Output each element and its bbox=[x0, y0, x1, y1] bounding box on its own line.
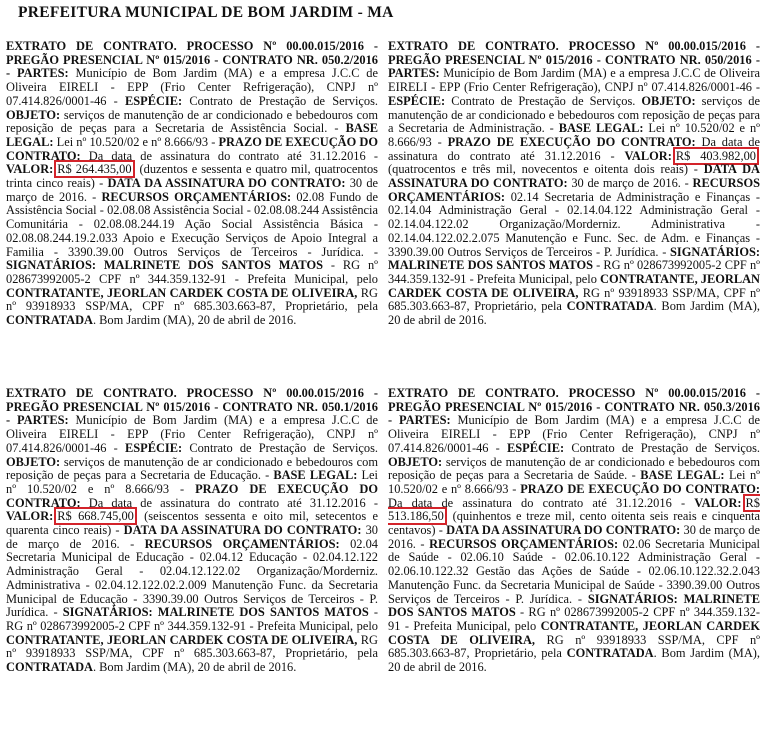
objeto-text: serviços de manutenção de ar condicionado e bebedouros com reposição de peças para a Secretaria de Assistência Social. - bbox=[6, 107, 378, 136]
data-assinatura-text: 30 de março de 2016. - bbox=[6, 523, 378, 551]
base-legal-text: Lei nº 10.520/02 e nº 8.666/93 - bbox=[388, 121, 760, 149]
contract-number: 050.3/2016 - bbox=[388, 399, 760, 428]
especie-text: Contrato de Prestação de Serviços. bbox=[182, 93, 379, 108]
valor-label: VALOR: bbox=[6, 162, 54, 177]
objeto-label: OBJETO: bbox=[6, 454, 61, 469]
heading-text: EXTRATO DE CONTRATO. PROCESSO Nº 00.00.015/2016 - PREGÃO PRESENCIAL Nº 015/2016 - CONTRATO NR. bbox=[388, 39, 760, 67]
especie-label: ESPÉCIE: bbox=[506, 440, 565, 455]
recursos-label: RECURSOS ORÇAMENTÁRIOS: bbox=[101, 189, 292, 204]
page-title: PREFEITURA MUNICIPAL DE BOM JARDIM - MA bbox=[18, 4, 394, 21]
base-legal-text: Lei nº 10.520/02 e nº 8.666/93 - bbox=[388, 468, 760, 496]
signatarios-text: - RG nº 028673992005-2 CPF nº 344.359.132-91 - Prefeita Municipal, pelo bbox=[6, 258, 378, 286]
closing-text: . Bom Jardim (MA), 20 de abril de 2016. bbox=[388, 299, 760, 328]
signatarios-text: - RG nº 028673992005-2 CPF nº 344.359.132-91 - Prefeita Municipal, pelo bbox=[6, 605, 378, 633]
valor-amount-highlighted: R$ 513.186,50 bbox=[388, 495, 760, 524]
contratante-label: CONTRATANTE, JEORLAN CARDEK COSTA DE OLIVEIRA, bbox=[388, 618, 760, 647]
contratante-label: CONTRATANTE, JEORLAN CARDEK COSTA DE OLIVEIRA, bbox=[6, 632, 358, 647]
especie-text: Contrato de Prestação de Serviços. bbox=[564, 440, 761, 455]
valor-words: (duzentos e sessenta e quatro mil, quatrocentos trinta cinco reais) - bbox=[6, 162, 378, 191]
base-legal-label: BASE LEGAL: bbox=[640, 468, 725, 483]
contratante-label: CONTRATANTE, JEORLAN CARDEK COSTA DE OLIVEIRA, bbox=[6, 285, 358, 300]
prazo-text: Da data de assinatura do contrato até 31.12.2016 - bbox=[80, 495, 378, 510]
data-assinatura-label: DATA DA ASSINATURA DO CONTRATO: bbox=[446, 523, 681, 538]
heading-text: EXTRATO DE CONTRATO. PROCESSO Nº 00.00.015/2016 - PREGÃO PRESENCIAL Nº 015/2016 - CONTRATO NR. bbox=[388, 386, 760, 414]
contract-extract-2 bbox=[388, 40, 760, 328]
objeto-text: serviços de manutenção de ar condicionado e bebedouros com reposição de peças para a Secretaria de Administração. - bbox=[388, 93, 760, 136]
signatarios-label: SIGNATÁRIOS: MALRINETE DOS SANTOS MATOS bbox=[6, 258, 323, 273]
objeto-label: OBJETO: bbox=[388, 454, 443, 469]
contract-number: 050.1/2016 - bbox=[6, 399, 378, 428]
data-assinatura-text: 30 de março de 2016. - bbox=[567, 176, 693, 191]
prazo-label: PRAZO DE EXECUÇÃO DO CONTRATO: bbox=[6, 481, 379, 510]
heading-text: EXTRATO DE CONTRATO. PROCESSO Nº 00.00.015/2016 - PREGÃO PRESENCIAL Nº 015/2016 - CONTRATO NR. bbox=[6, 39, 378, 67]
valor-amount-highlighted: R$ 264.435,00 bbox=[54, 160, 134, 178]
data-assinatura-label: DATA DA ASSINATURA DO CONTRATO: bbox=[123, 523, 362, 538]
closing-text: . Bom Jardim (MA), 20 de abril de 2016. bbox=[92, 313, 297, 328]
partes-text: Município de Bom Jardim (MA) e a empresa J.C.C de Oliveira EIRELI - EPP (Frio Center Refrigeração), CNPJ nº 07.414.826/0001-46 - bbox=[388, 66, 760, 95]
contratante-text: RG nº 93918933 SSP/MA, CPF nº 685.303.663-87, Proprietário, pela bbox=[388, 285, 760, 314]
prazo-label: PRAZO DE EXECUÇÃO DO CONTRATO: bbox=[447, 134, 696, 149]
objeto-label: OBJETO: bbox=[6, 107, 61, 122]
signatarios-label: SIGNATÁRIOS: MALRINETE DOS SANTOS MATOS bbox=[388, 591, 760, 620]
contratada-label: CONTRATADA bbox=[566, 299, 654, 314]
prazo-text: Da data de assinatura do contrato até 31.12.2016 - bbox=[80, 148, 378, 163]
recursos-label: RECURSOS ORÇAMENTÁRIOS: bbox=[388, 176, 760, 204]
signatarios-label: SIGNATÁRIOS: MALRINETE DOS SANTOS MATOS bbox=[388, 244, 760, 273]
partes-label: PARTES: bbox=[16, 66, 69, 81]
closing-text: . Bom Jardim (MA), 20 de abril de 2016. bbox=[388, 646, 760, 675]
contratada-label: CONTRATADA bbox=[6, 313, 93, 328]
partes-text: Município de Bom Jardim (MA) e a empresa J.C.C de Oliveira EIRELI - EPP (Frio Center Refrigeração), CNPJ nº 07.414.826/0001-46 - bbox=[6, 66, 378, 108]
data-assinatura-text: 30 de março de 2016. - bbox=[6, 176, 379, 204]
especie-label: ESPÉCIE: bbox=[124, 93, 183, 108]
recursos-text: 02.08 Fundo de Assistência Social - 02.08.08 Assistência Social - 02.08.08.244 Assistência Comunitária - 02.08.08.244.19 Ação Social Assistência Básica - 02.08.08.244.19.2.033 Apoio e Execução Serviços de Apoio Integral a Familia - 3390.39.00 Outros Serviços de Terceiros - Jurídica. - bbox=[6, 189, 378, 259]
recursos-text: 02.06 Secretaria Municipal de Saúde - 02.06.10 Saúde - 02.06.10.122 Administração Geral - 02.06.10.122.32 Gestão das Ações de Saúde - 02.06.10.122.32.2.043 Manutenção Func. da Secretaria Municipal de Saúde - 3390.39.00 Outros Serviços de Terceiros - P. Jurídica. - bbox=[388, 536, 760, 606]
base-legal-text: Lei nº 10.520/02 e nº 8.666/93 - bbox=[6, 468, 378, 496]
contract-extract-4 bbox=[388, 387, 760, 675]
recursos-text: 02.14 Secretaria de Administração e Finanças - 02.14.04 Administração Geral - 02.14.04.122 Administração Geral - 02.14.04.122.02 Organização/Morderniz. Administrativa - 02.14.04.122.02.2.075 Manutenção e Func. Sec. de Adm. e Finanças - 3390.39.00 Outros Serviços de Terceiros - P. Jurídica. - bbox=[388, 189, 760, 259]
signatarios-text: - RG nº 028673992005-2 CPF nº 344.359.132-91 - Prefeita Municipal, pelo bbox=[388, 605, 760, 633]
objeto-label: OBJETO: bbox=[641, 93, 696, 108]
base-legal-label: BASE LEGAL: bbox=[273, 468, 358, 483]
valor-words: (seiscentos sessenta e oito mil, setecentos e quarenta cinco reais) - bbox=[6, 509, 378, 538]
recursos-text: 02.04 Secretaria Municipal de Educação - 02.04.12 Educação - 02.04.12.122 Administração Geral - 02.04.12.122.02 Organização/Morderniz. Administrativa - 02.04.12.122.02.2.009 Manutenção Func. da Secretaria Municipal de Educação - 3390.39.00 Outros Serviços de Terceiros - P. Jurídica. - bbox=[6, 536, 378, 620]
valor-words: (quatrocentos e três mil, novecentos e oitenta dois reais) - bbox=[388, 162, 704, 177]
prazo-label: PRAZO DE EXECUÇÃO DO CONTRATO: bbox=[6, 134, 378, 163]
contract-extract-1 bbox=[6, 40, 378, 328]
heading-text: EXTRATO DE CONTRATO. PROCESSO Nº 00.00.015/2016 - PREGÃO PRESENCIAL Nº 015/2016 - CONTRATO NR. bbox=[6, 386, 378, 414]
contract-number: 050.2/2016 - bbox=[6, 52, 378, 81]
signatarios-text: - RG nº 028673992005-2 CPF nº 344.359.132-91 - Prefeita Municipal, pelo bbox=[388, 258, 760, 286]
objeto-text: serviços de manutenção de ar condicionado e bebedouros com reposição de peças para a Secretaria de Educação. - bbox=[6, 454, 378, 483]
contratante-text: RG nº 93918933 SSP/MA, CPF nº 685.303.663-87, Proprietário, pela bbox=[388, 632, 760, 661]
valor-words: (quinhentos e treze mil, cento oitenta seis reais e cinquenta centavos) - bbox=[388, 509, 760, 538]
recursos-label: RECURSOS ORÇAMENTÁRIOS: bbox=[144, 536, 340, 551]
especie-text: Contrato de Prestação de Serviços. bbox=[182, 440, 379, 455]
prazo-text: Da data de assinatura do contrato até 31.12.2016 - bbox=[388, 495, 695, 510]
partes-text: Município de Bom Jardim (MA) e a empresa J.C.C de Oliveira EIRELI - EPP (Frio Center Refrigeração), CNPJ nº 07.414.826/0001-46 - bbox=[388, 413, 760, 455]
partes-label: PARTES: bbox=[16, 413, 69, 428]
prazo-text: Da data de assinatura do contrato até 31.12.2016 - bbox=[388, 134, 760, 163]
base-legal-label: BASE LEGAL: bbox=[558, 121, 644, 136]
prazo-label: PRAZO DE EXECUÇÃO DO CONTRATO: bbox=[520, 481, 760, 496]
valor-label: VALOR: bbox=[694, 495, 742, 510]
especie-text: Contrato de Prestação de Serviços. bbox=[445, 93, 642, 108]
valor-amount-highlighted: R$ 668.745,00 bbox=[54, 507, 137, 525]
partes-text: Município de Bom Jardim (MA) e a empresa J.C.C de Oliveira EIRELI - EPP (Frio Center Refrigeração), CNPJ nº 07.414.826/0001-46 - bbox=[6, 413, 378, 455]
signatarios-label: SIGNATÁRIOS: MALRINETE DOS SANTOS MATOS bbox=[62, 605, 369, 620]
data-assinatura-text: 30 de março de 2016. - bbox=[388, 523, 761, 551]
data-assinatura-label: DATA DA ASSINATURA DO CONTRATO: bbox=[107, 176, 346, 191]
data-assinatura-label: DATA DA ASSINATURA DO CONTRATO: bbox=[388, 162, 760, 191]
valor-label: VALOR: bbox=[624, 148, 672, 163]
contratada-label: CONTRATADA bbox=[6, 660, 93, 675]
contratada-label: CONTRATADA bbox=[566, 646, 654, 661]
base-legal-label: BASE LEGAL: bbox=[6, 121, 378, 149]
recursos-label: RECURSOS ORÇAMENTÁRIOS: bbox=[429, 536, 619, 551]
contract-number: 050/2016 - bbox=[704, 52, 760, 67]
especie-label: ESPÉCIE: bbox=[388, 93, 446, 108]
closing-text: . Bom Jardim (MA), 20 de abril de 2016. bbox=[92, 660, 297, 675]
contratante-text: RG nº 93918933 SSP/MA, CPF nº 685.303.663-87, Proprietário, pela bbox=[6, 632, 378, 661]
partes-label: PARTES: bbox=[398, 413, 451, 428]
valor-label: VALOR: bbox=[6, 509, 54, 524]
base-legal-text: Lei nº 10.520/02 e nº 8.666/93 - bbox=[53, 134, 219, 149]
partes-label: PARTES: bbox=[388, 66, 440, 81]
objeto-text: serviços de manutenção de ar condicionado e bebedouros com reposição de peças para a Secretaria de Saúde. - bbox=[388, 454, 760, 483]
contratante-label: CONTRATANTE, JEORLAN CARDEK COSTA DE OLIVEIRA, bbox=[388, 271, 760, 300]
contratante-text: RG nº 93918933 SSP/MA, CPF nº 685.303.663-87, Proprietário, pela bbox=[6, 285, 378, 314]
contract-extract-3 bbox=[6, 387, 378, 675]
valor-amount-highlighted: R$ 403.982,00 bbox=[673, 147, 759, 165]
especie-label: ESPÉCIE: bbox=[124, 440, 183, 455]
